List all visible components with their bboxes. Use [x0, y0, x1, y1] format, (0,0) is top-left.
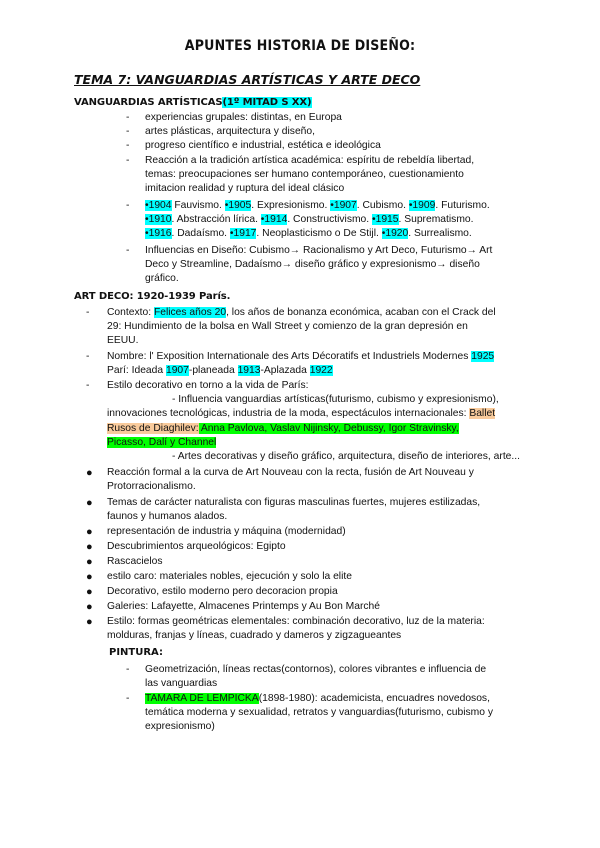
pintura-heading: PINTURA:	[109, 647, 163, 658]
year-highlight: •1904	[145, 200, 172, 211]
list-item-continued: expresionismo)	[145, 721, 215, 732]
estilo-line: Estilo decorativo en torno a la vida de París:	[107, 380, 309, 391]
felices-highlight: Felices años 20	[153, 307, 227, 318]
tamara-highlight: TAMARA DE LEMPICKA	[145, 693, 259, 704]
year-highlight: 1922	[309, 365, 333, 376]
year-highlight: •1907	[330, 200, 357, 211]
list-item-continued: temas: preocupaciones ser humano contemporáneo, cuestionamiento	[145, 169, 464, 180]
nombre-line-1	[107, 350, 531, 365]
dash-marker: -	[126, 140, 130, 151]
dash-marker: -	[126, 664, 130, 675]
year-highlight: •1920	[381, 228, 409, 239]
movement-text: . Suprematismo.	[398, 214, 474, 225]
contexto-label: Contexto:	[107, 307, 154, 318]
contexto-line-3: EEUU.	[107, 335, 139, 346]
bullet-marker: ●	[86, 616, 93, 628]
list-item: experiencias grupales: distintas, en Europa	[145, 112, 342, 123]
bullet-marker: ●	[86, 526, 93, 538]
list-item: artes plásticas, arquitectura y diseño,	[145, 126, 315, 137]
list-item-continued: imitacion realidad y ruptura del ideal clásico	[145, 183, 345, 194]
list-item-continued: faunos y humanos alados.	[107, 511, 228, 522]
year-highlight: •1909	[408, 200, 436, 211]
contexto-line-1	[107, 306, 531, 321]
list-item-continued: las vanguardias	[145, 678, 218, 689]
influencia-text: innovaciones tecnológicas, industria de la moda, espectáculos internacionales:	[107, 408, 470, 419]
list-item: Reacción a la tradición artística académica: espíritu de rebeldía libertad,	[145, 155, 475, 166]
artes-decorativas-line: - Artes decorativas y diseño gráfico, arquitectura, diseño de interiores, arte...	[172, 451, 520, 462]
list-item: estilo caro: materiales nobles, ejecución y solo la elite	[107, 571, 352, 582]
artists-highlight: Anna Pavlova, Vaslav Nijinsky, Debussy, Igor Stravinsky,	[198, 423, 459, 434]
movement-text: . Surrealismo.	[408, 228, 472, 239]
nombre-line-2	[107, 364, 531, 379]
influencia-line-2	[107, 407, 531, 422]
list-item: progreso científico e industrial, estética e ideológica	[145, 140, 381, 151]
bullet-marker: ●	[86, 556, 93, 568]
artdeco-heading: ART DECO: 1920-1939 París.	[74, 291, 231, 302]
movement-text: . Dadaísmo.	[171, 228, 230, 239]
dash-marker: -	[126, 245, 130, 256]
document-title: APUNTES HISTORIA DE DISEÑO:	[184, 38, 416, 54]
list-item-continued: molduras, franjas y líneas, cuadrado y dameros y zigzagueantes	[107, 630, 402, 641]
list-item: Influencias en Diseño: Cubismo→ Racionalismo y Art Deco, Futurismo→ Art	[145, 245, 493, 256]
list-item-continued: Protorracionalismo.	[107, 481, 196, 492]
movement-text: . Futurismo.	[435, 200, 490, 211]
bullet-marker: ●	[86, 541, 93, 553]
movements-line-1	[145, 199, 535, 214]
dash-marker: -	[126, 693, 130, 704]
tamara-line-1	[145, 692, 535, 707]
year-highlight: •1916	[145, 228, 172, 239]
year-highlight: •1914	[260, 214, 288, 225]
contexto-text: , los años de bonanza económica, acaban con el Crack del	[226, 307, 496, 318]
bullet-marker: ●	[86, 497, 93, 509]
list-item: Galeries: Lafayette, Almacenes Printemps y Au Bon Marché	[107, 601, 381, 612]
vanguardias-heading	[74, 97, 312, 108]
list-item: Descubrimientos arqueológicos: Egipto	[107, 541, 286, 552]
nombre-text: -planeada	[188, 365, 238, 376]
movement-text: . Expresionismo.	[251, 200, 331, 211]
ballet-highlight: Ballet	[469, 408, 496, 419]
tema-heading: TEMA 7: VANGUARDIAS ARTÍSTICAS Y ARTE DECO	[74, 72, 421, 87]
list-item: Estilo: formas geométricas elementales: combinación decorativo, luz de la materia:	[107, 616, 485, 627]
dash-marker: -	[86, 351, 90, 362]
influencia-line-4	[107, 436, 531, 451]
movements-line-3	[145, 227, 535, 242]
vanguardias-period-highlight: (1º MITAD S XX)	[222, 97, 312, 108]
bullet-marker: ●	[86, 467, 93, 479]
list-item: Temas de carácter naturalista con figuras masculinas fuertes, mujeres estilizadas,	[107, 497, 481, 508]
nombre-text: Parí: Ideada	[107, 365, 166, 376]
nombre-text: Nombre: l' Exposition Internationale des Arts Décoratifs et Industriels Modernes	[107, 351, 472, 362]
year-highlight: •1915	[372, 214, 399, 225]
dash-marker: -	[126, 126, 130, 137]
artists-highlight: Picasso, Dalí y Channel	[107, 437, 217, 448]
list-item: Reacción formal a la curva de Art Nouveau con la recta, fusión de Art Nouveau y	[107, 467, 474, 478]
list-item-continued: gráfico.	[145, 273, 179, 284]
year-highlight: 1925	[471, 351, 495, 362]
bullet-marker: ●	[86, 601, 93, 613]
tamara-text: (1898-1980): academicista, encuadres novedosos,	[258, 693, 490, 704]
influencia-line-3	[107, 422, 531, 437]
movement-text: Fauvismo.	[171, 200, 225, 211]
dash-marker: -	[126, 112, 130, 123]
list-item: Rascacielos	[107, 556, 163, 567]
year-highlight: 1913	[237, 365, 261, 376]
bullet-marker: ●	[86, 571, 93, 583]
year-highlight: 1907	[165, 365, 189, 376]
year-highlight: •1910	[145, 214, 172, 225]
ballet-highlight: Rusos de Diaghilev:	[107, 423, 199, 434]
contexto-line-2: 29: Hundimiento de la bolsa en Wall Street y comienzo de la gran depresión en	[107, 321, 468, 332]
movements-line-2	[145, 213, 535, 228]
list-item-continued: temática moderna y sexualidad, retratos y vanguardias(futurismo, cubismo y	[145, 707, 493, 718]
year-highlight: •1917	[229, 228, 257, 239]
year-highlight: •1905	[224, 200, 252, 211]
list-item-continued: Deco y Streamline, Dadaísmo→ diseño gráfico y expresionismo→ diseño	[145, 259, 480, 270]
movement-text: . Cubismo.	[356, 200, 409, 211]
dash-marker: -	[86, 307, 90, 318]
vanguardias-heading-text: VANGUARDIAS ARTÍSTICAS	[74, 97, 223, 108]
movement-text: . Neoplasticismo o De Stijl.	[256, 228, 382, 239]
movement-text: . Abstracción lírica.	[171, 214, 261, 225]
movement-text: . Constructivismo.	[287, 214, 372, 225]
dash-marker: -	[126, 155, 130, 166]
list-item: Decorativo, estilo moderno pero decoracion propia	[107, 586, 338, 597]
dash-marker: -	[86, 380, 90, 391]
dash-marker: -	[126, 200, 130, 211]
list-item: Geometrización, líneas rectas(contornos), colores vibrantes e influencia de	[145, 664, 487, 675]
list-item: representación de industria y máquina (modernidad)	[107, 526, 346, 537]
bullet-marker: ●	[86, 586, 93, 598]
nombre-text: -Aplazada	[260, 365, 310, 376]
influencia-line-1: - Influencia vanguardias artísticas(futurismo, cubismo y expresionismo),	[172, 394, 499, 405]
